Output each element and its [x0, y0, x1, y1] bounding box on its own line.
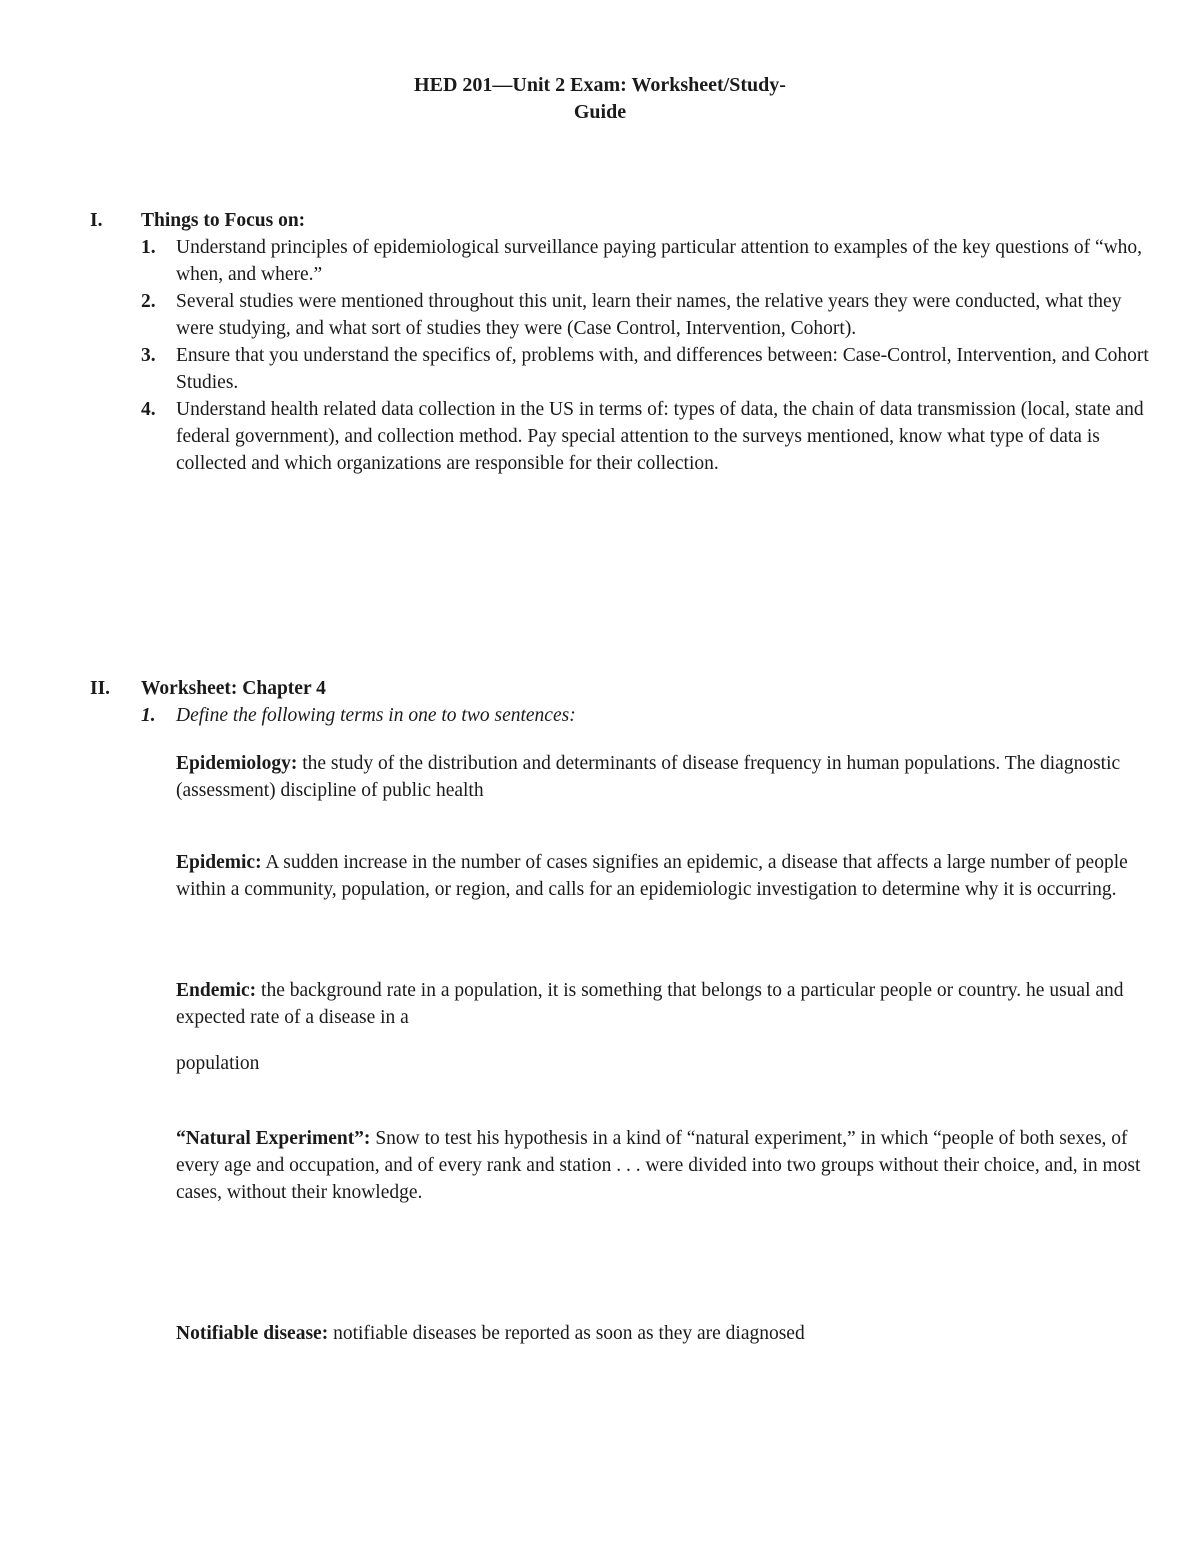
list-item — [90, 342, 1160, 396]
term-definition: the background rate in a population, it is something that belongs to a particular people or country. he usual and expected rate of a disease in a — [176, 980, 1124, 1028]
term-label: Epidemic: — [176, 852, 262, 873]
section-title: Things to Focus on: — [141, 210, 306, 231]
list-number: 2. — [141, 291, 156, 312]
term-definition: Snow to test his hypothesis in a kind of “natural experiment,” in which “people of both sexes, of every age and occupation, and of every rank and station . . . were divided into two groups without their choice, and, in most cases, without their knowledge. — [176, 1128, 1141, 1203]
instruction-item — [90, 702, 1160, 729]
term-notifiable-disease — [176, 1320, 1161, 1347]
term-definition: notifiable diseases be reported as soon as they are diagnosed — [328, 1323, 805, 1344]
title-line-1: HED 201—Unit 2 Exam: Worksheet/Study- — [414, 74, 786, 96]
list-text: Several studies were mentioned throughout this unit, learn their names, the relative years they were conducted, what they were studying, and what sort of studies they were (Case Control, Intervention, Cohort). — [176, 291, 1122, 339]
term-epidemiology — [176, 750, 1161, 804]
list-number: 4. — [141, 399, 156, 420]
list-number: 1. — [141, 237, 156, 258]
term-epidemic — [176, 849, 1161, 903]
list-item — [90, 396, 1160, 477]
term-endemic-continued — [176, 1050, 1161, 1077]
list-text: Understand health related data collection in the US in terms of: types of data, the chain of data transmission (local, state and federal government), and collection method. Pay special attention to the surveys mentioned, know what type of data is collected and which organizations are responsible for their collection. — [176, 399, 1144, 474]
term-natural-experiment — [176, 1125, 1161, 1206]
list-text: Understand principles of epidemiological surveillance paying particular attention to examples of the key questions of “who, when, and where.” — [176, 237, 1143, 285]
section-worksheet — [90, 675, 1160, 729]
list-number: 3. — [141, 345, 156, 366]
section-heading — [90, 207, 1160, 234]
title-line-2: Guide — [573, 101, 627, 123]
term-definition: population — [176, 1053, 260, 1074]
focus-list — [90, 234, 1160, 477]
term-definition: the study of the distribution and determinants of disease frequency in human populations. The diagnostic (assessment) discipline of public health — [176, 753, 1121, 801]
term-label: “Natural Experiment”: — [176, 1128, 371, 1149]
list-text: Ensure that you understand the specifics of, problems with, and differences between: Case-Control, Intervention, and Cohort Studies. — [176, 345, 1149, 393]
term-label: Endemic: — [176, 980, 257, 1001]
section-focus — [90, 207, 1160, 477]
section-title: Worksheet: Chapter 4 — [141, 678, 326, 699]
term-definition: A sudden increase in the number of cases signifies an epidemic, a disease that affects a large number of people within a community, population, or region, and calls for an epidemiologic investigation to determine why it is occurring. — [176, 852, 1128, 900]
list-item — [90, 234, 1160, 288]
section-numeral: I. — [90, 210, 103, 231]
section-heading — [90, 675, 1160, 702]
instruction-text: Define the following terms in one to two sentences: — [176, 705, 576, 726]
term-label: Epidemiology: — [176, 753, 298, 774]
list-item — [90, 288, 1160, 342]
section-numeral: II. — [90, 678, 111, 699]
document-title — [0, 72, 1200, 126]
term-label: Notifiable disease: — [176, 1323, 329, 1344]
list-number: 1. — [141, 705, 156, 726]
term-endemic — [176, 977, 1161, 1031]
